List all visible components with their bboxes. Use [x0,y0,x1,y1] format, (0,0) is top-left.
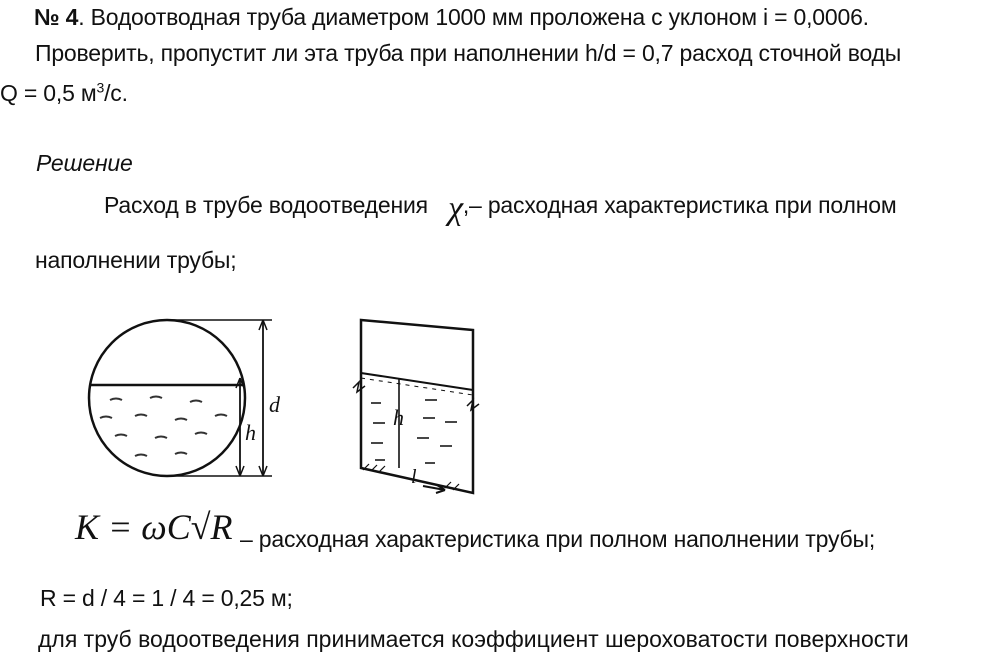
r-calculation-line: R = d / 4 = 1 / 4 = 0,25 м; [40,585,293,611]
problem-line-1 [34,4,869,31]
problem-text-1: . Водоотводная труба диаметром 1000 мм проложена с уклоном i = 0,0006. [78,4,869,30]
chi-symbol: χ [448,190,463,227]
solution-heading: Решение [36,150,133,176]
label-l: l [411,466,417,488]
problem-line-3: Q = 0,5 $м^3/с$. [0,79,128,106]
label-h-longitudinal: h [393,405,404,430]
flow-characteristic-formula: K = ωC√R [75,507,233,547]
label-d: d [269,392,280,417]
pipe-longitudinal-figure [345,318,495,498]
formula-caption: – расходная характеристика при полном наполнении трубы; [240,526,876,552]
roughness-line: для труб водоотведения принимается коэффициент шероховатости поверхности [38,626,909,652]
solution-para-1: Расход в трубе водоотведения χ,– расходная характеристика при полном [104,190,897,227]
pipe-cross-section-figure [80,318,380,488]
problem-line-2: Проверить, пропустит ли эта труба при наполнении h/d = 0,7 расход сточной воды [35,40,902,66]
solution-para-2: наполнении трубы; [35,247,237,273]
label-h: h [245,420,256,445]
problem-number: № 4 [34,4,79,30]
